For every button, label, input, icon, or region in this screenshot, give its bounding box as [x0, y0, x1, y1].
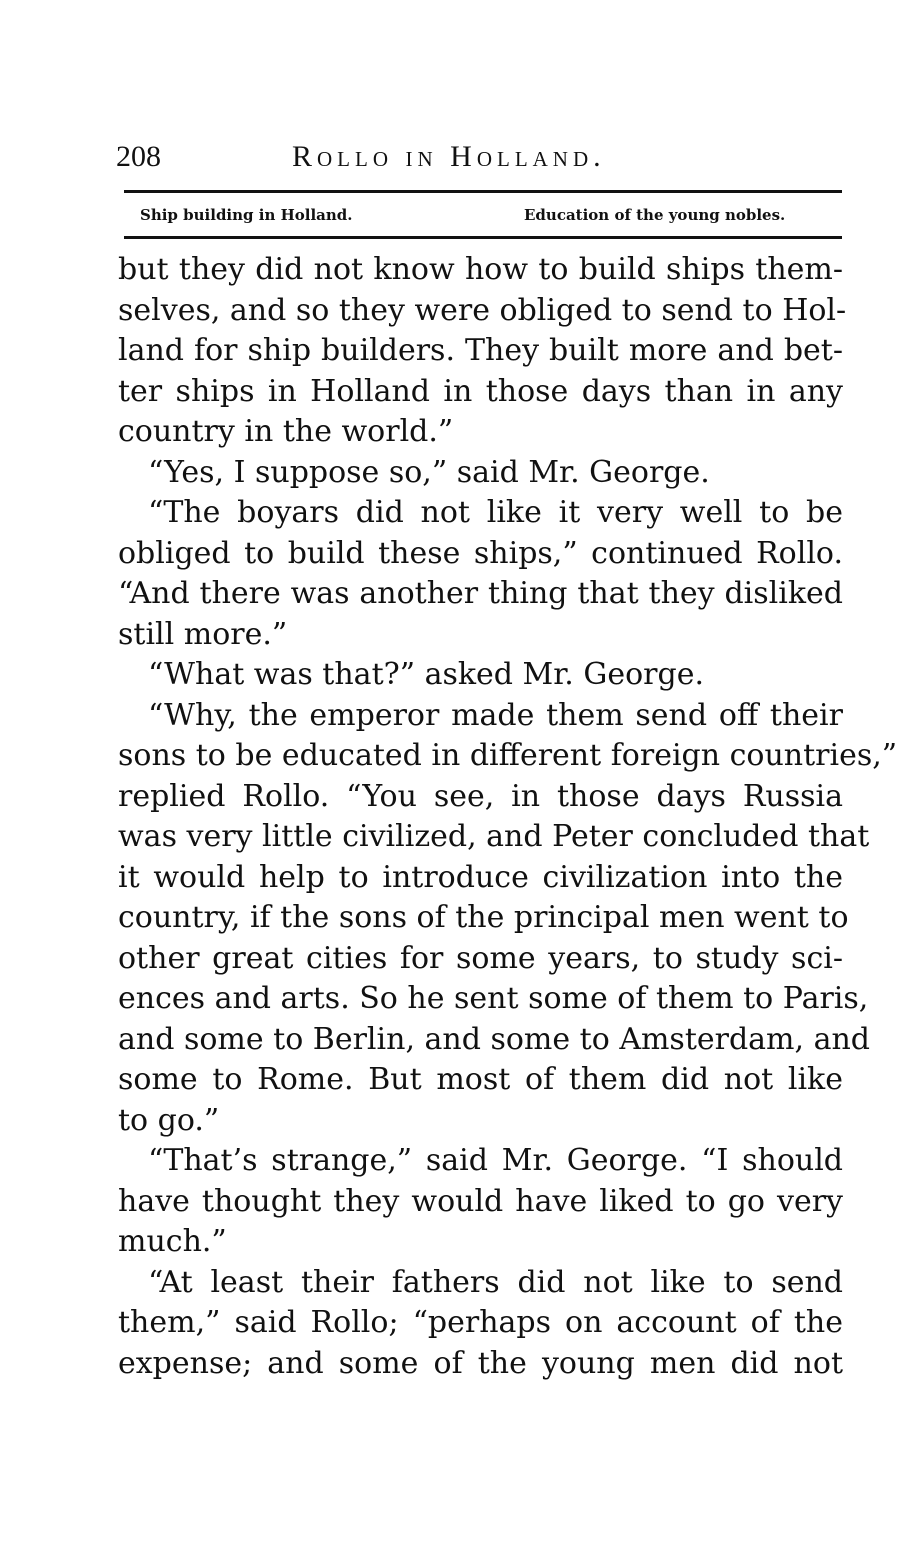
- text-line: “Why, the emperor made them send off their: [148, 697, 843, 733]
- text-line: “What was that?” asked Mr. George.: [148, 657, 704, 692]
- page-number: 208: [116, 140, 161, 173]
- text-line: some to Rome. But most of them did not like: [118, 1062, 843, 1097]
- text-line: “The boyars did not like it very well to be: [148, 495, 843, 530]
- subhead-left: Ship building in Holland.: [140, 206, 353, 224]
- text-line: replied Rollo. “You see, in those days Russia: [118, 778, 843, 814]
- header-rule-top: [124, 190, 842, 193]
- text-line: have thought they would have liked to go very: [118, 1183, 843, 1219]
- text-line: ter ships in Holland in those days than in any: [118, 373, 843, 409]
- text-line: them,” said Rollo; “perhaps on account of the: [118, 1305, 843, 1340]
- text-line: “At least their fathers did not like to send: [148, 1264, 843, 1300]
- text-line: was very little civilized, and Peter concluded that: [118, 819, 870, 854]
- text-line: other great cities for some years, to study sci-: [118, 940, 843, 976]
- text-line: country, if the sons of the principal men went to: [118, 900, 849, 935]
- text-line: obliged to build these ships,” continued Rollo.: [118, 535, 843, 571]
- text-line: ences and arts. So he sent some of them to Paris,: [118, 981, 869, 1016]
- text-line: to go.”: [118, 1102, 220, 1138]
- text-line: sons to be educated in different foreign countries,”: [118, 738, 898, 773]
- text-line: it would help to introduce civilization into the: [118, 859, 843, 895]
- body-text: [118, 250, 898, 1384]
- text-line: much.”: [118, 1224, 227, 1259]
- header-rule-bottom: [124, 236, 842, 239]
- text-line: expense; and some of the young men did not: [118, 1345, 843, 1381]
- running-title: Rollo in Holland.: [292, 140, 606, 173]
- text-line: and some to Berlin, and some to Amsterdam, and: [118, 1021, 870, 1057]
- subhead-right: Education of the young nobles.: [524, 206, 786, 224]
- text-line: “That’s strange,” said Mr. George. “I should: [148, 1143, 843, 1178]
- text-line: “And there was another thing that they disliked: [118, 576, 843, 611]
- text-line: land for ship builders. They built more and bet-: [118, 333, 843, 368]
- text-line: selves, and so they were obliged to send to Hol-: [118, 292, 847, 328]
- text-line: country in the world.”: [118, 414, 454, 449]
- text-line: still more.”: [118, 616, 288, 652]
- text-line: “Yes, I suppose so,” said Mr. George.: [148, 454, 710, 490]
- text-line: but they did not know how to build ships them-: [118, 252, 843, 287]
